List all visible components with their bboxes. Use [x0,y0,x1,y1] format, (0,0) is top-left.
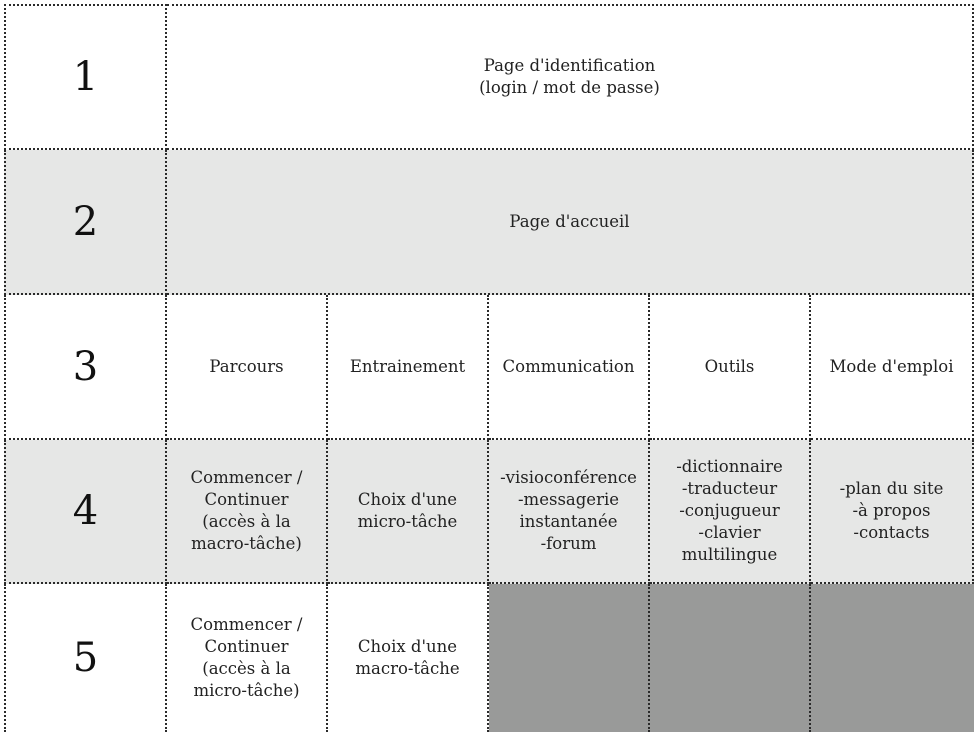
node-line: -messagerie [517,490,619,509]
section-communication [489,295,650,440]
level-2-number: 2 [4,150,167,295]
section-outils [650,295,811,440]
site-structure-grid [4,4,974,732]
empty-cell [489,584,650,732]
login-page-subtitle: (login / mot de passe) [479,78,660,97]
entrainement-level-4-node [328,440,489,584]
empty-cell [811,584,974,732]
node-line: macro-tâche [355,659,460,678]
section-parcours [167,295,328,440]
node-line: -visioconférence [500,468,637,487]
home-page-node [167,150,974,295]
node-line: Commencer / [190,468,303,487]
mode-emploi-level-4-node [811,440,974,584]
node-line: Continuer [204,490,289,509]
level-1-number: 1 [4,4,167,150]
entrainement-level-5-node [328,584,489,732]
section-label: Mode d'emploi [829,356,954,376]
node-line: micro-tâche) [193,681,300,700]
outils-level-4-node [650,440,811,584]
section-mode-emploi [811,295,974,440]
node-line: -forum [540,534,597,553]
node-line: -traducteur [681,479,778,498]
node-line: -à propos [852,501,931,520]
node-line: macro-tâche) [191,534,302,553]
level-4-number: 4 [4,440,167,584]
node-line: -contacts [853,523,930,542]
parcours-level-4-node [167,440,328,584]
home-page-title: Page d'accueil [509,211,630,231]
login-page-node [167,4,974,150]
parcours-level-5-node [167,584,328,732]
node-line: -clavier [698,523,761,542]
node-line: Choix d'une [357,490,458,509]
node-line: -plan du site [839,479,944,498]
communication-level-4-node [489,440,650,584]
section-label: Outils [704,356,755,376]
login-page-title: Page d'identification [483,56,656,75]
section-label: Parcours [209,356,284,376]
node-line: Commencer / [190,615,303,634]
node-line: -conjugueur [679,501,780,520]
node-line: multilingue [681,545,778,564]
node-line: Continuer [204,637,289,656]
level-3-number: 3 [4,295,167,440]
node-line: instantanée [519,512,618,531]
empty-cell [650,584,811,732]
section-entrainement [328,295,489,440]
node-line: Choix d'une [357,637,458,656]
section-label: Entrainement [349,356,466,376]
node-line: (accès à la [202,512,291,531]
section-label: Communication [502,356,635,376]
level-5-number: 5 [4,584,167,732]
node-line: (accès à la [202,659,291,678]
node-line: -dictionnaire [676,457,783,476]
node-line: micro-tâche [357,512,458,531]
